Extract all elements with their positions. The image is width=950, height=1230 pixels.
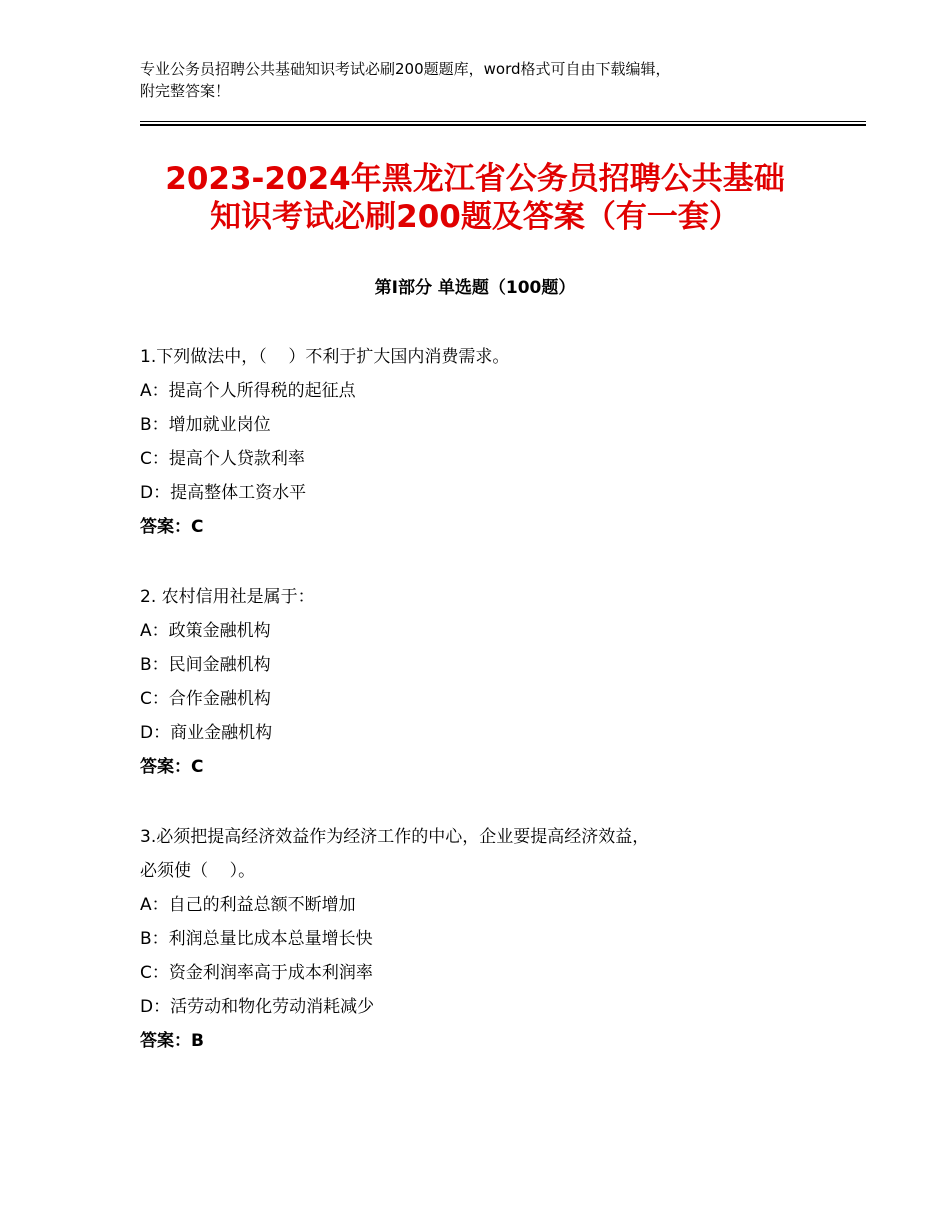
option-c: C：提高个人贷款利率 [140,449,305,469]
question-2 [140,580,840,784]
option-d: D：提高整体工资水平 [140,483,307,503]
answer: 答案：B [140,1031,204,1051]
option-a: A：自己的利益总额不断增加 [140,895,356,915]
question-stem-line-1: 3.必须把提高经济效益作为经济工作的中心，企业要提高经济效益， [140,827,650,847]
document-title [110,160,840,236]
option-a: A：提高个人所得税的起征点 [140,381,356,401]
header-divider [140,121,866,126]
option-b: B：民间金融机构 [140,655,271,675]
option-c: C：资金利润率高于成本利润率 [140,963,373,983]
header-note-line-2: 附完整答案！ [140,82,231,100]
question-stem-line-2: 必须使（ ）。 [140,861,256,881]
question-1 [140,340,840,544]
question-stem: 1.下列做法中，（ ）不利于扩大国内消费需求。 [140,347,510,367]
header-note-line-1: 专业公务员招聘公共基础知识考试必刷200题题库，word格式可自由下载编辑， [140,60,671,78]
answer: 答案：C [140,517,204,537]
option-d: D：商业金融机构 [140,723,273,743]
option-b: B：利润总量比成本总量增长快 [140,929,373,949]
option-b: B：增加就业岗位 [140,415,271,435]
answer: 答案：C [140,757,204,777]
header-note [140,58,840,102]
option-c: C：合作金融机构 [140,689,271,709]
option-a: A：政策金融机构 [140,621,271,641]
title-line-2: 知识考试必刷200题及答案（有一套） [210,199,740,235]
question-3 [140,820,840,1058]
section-title: 第Ⅰ部分 单选题（100题） [374,278,576,298]
question-stem: 2. 农村信用社是属于： [140,587,315,607]
option-d: D：活劳动和物化劳动消耗减少 [140,997,375,1017]
title-line-1: 2023-2024年黑龙江省公务员招聘公共基础 [165,161,785,197]
